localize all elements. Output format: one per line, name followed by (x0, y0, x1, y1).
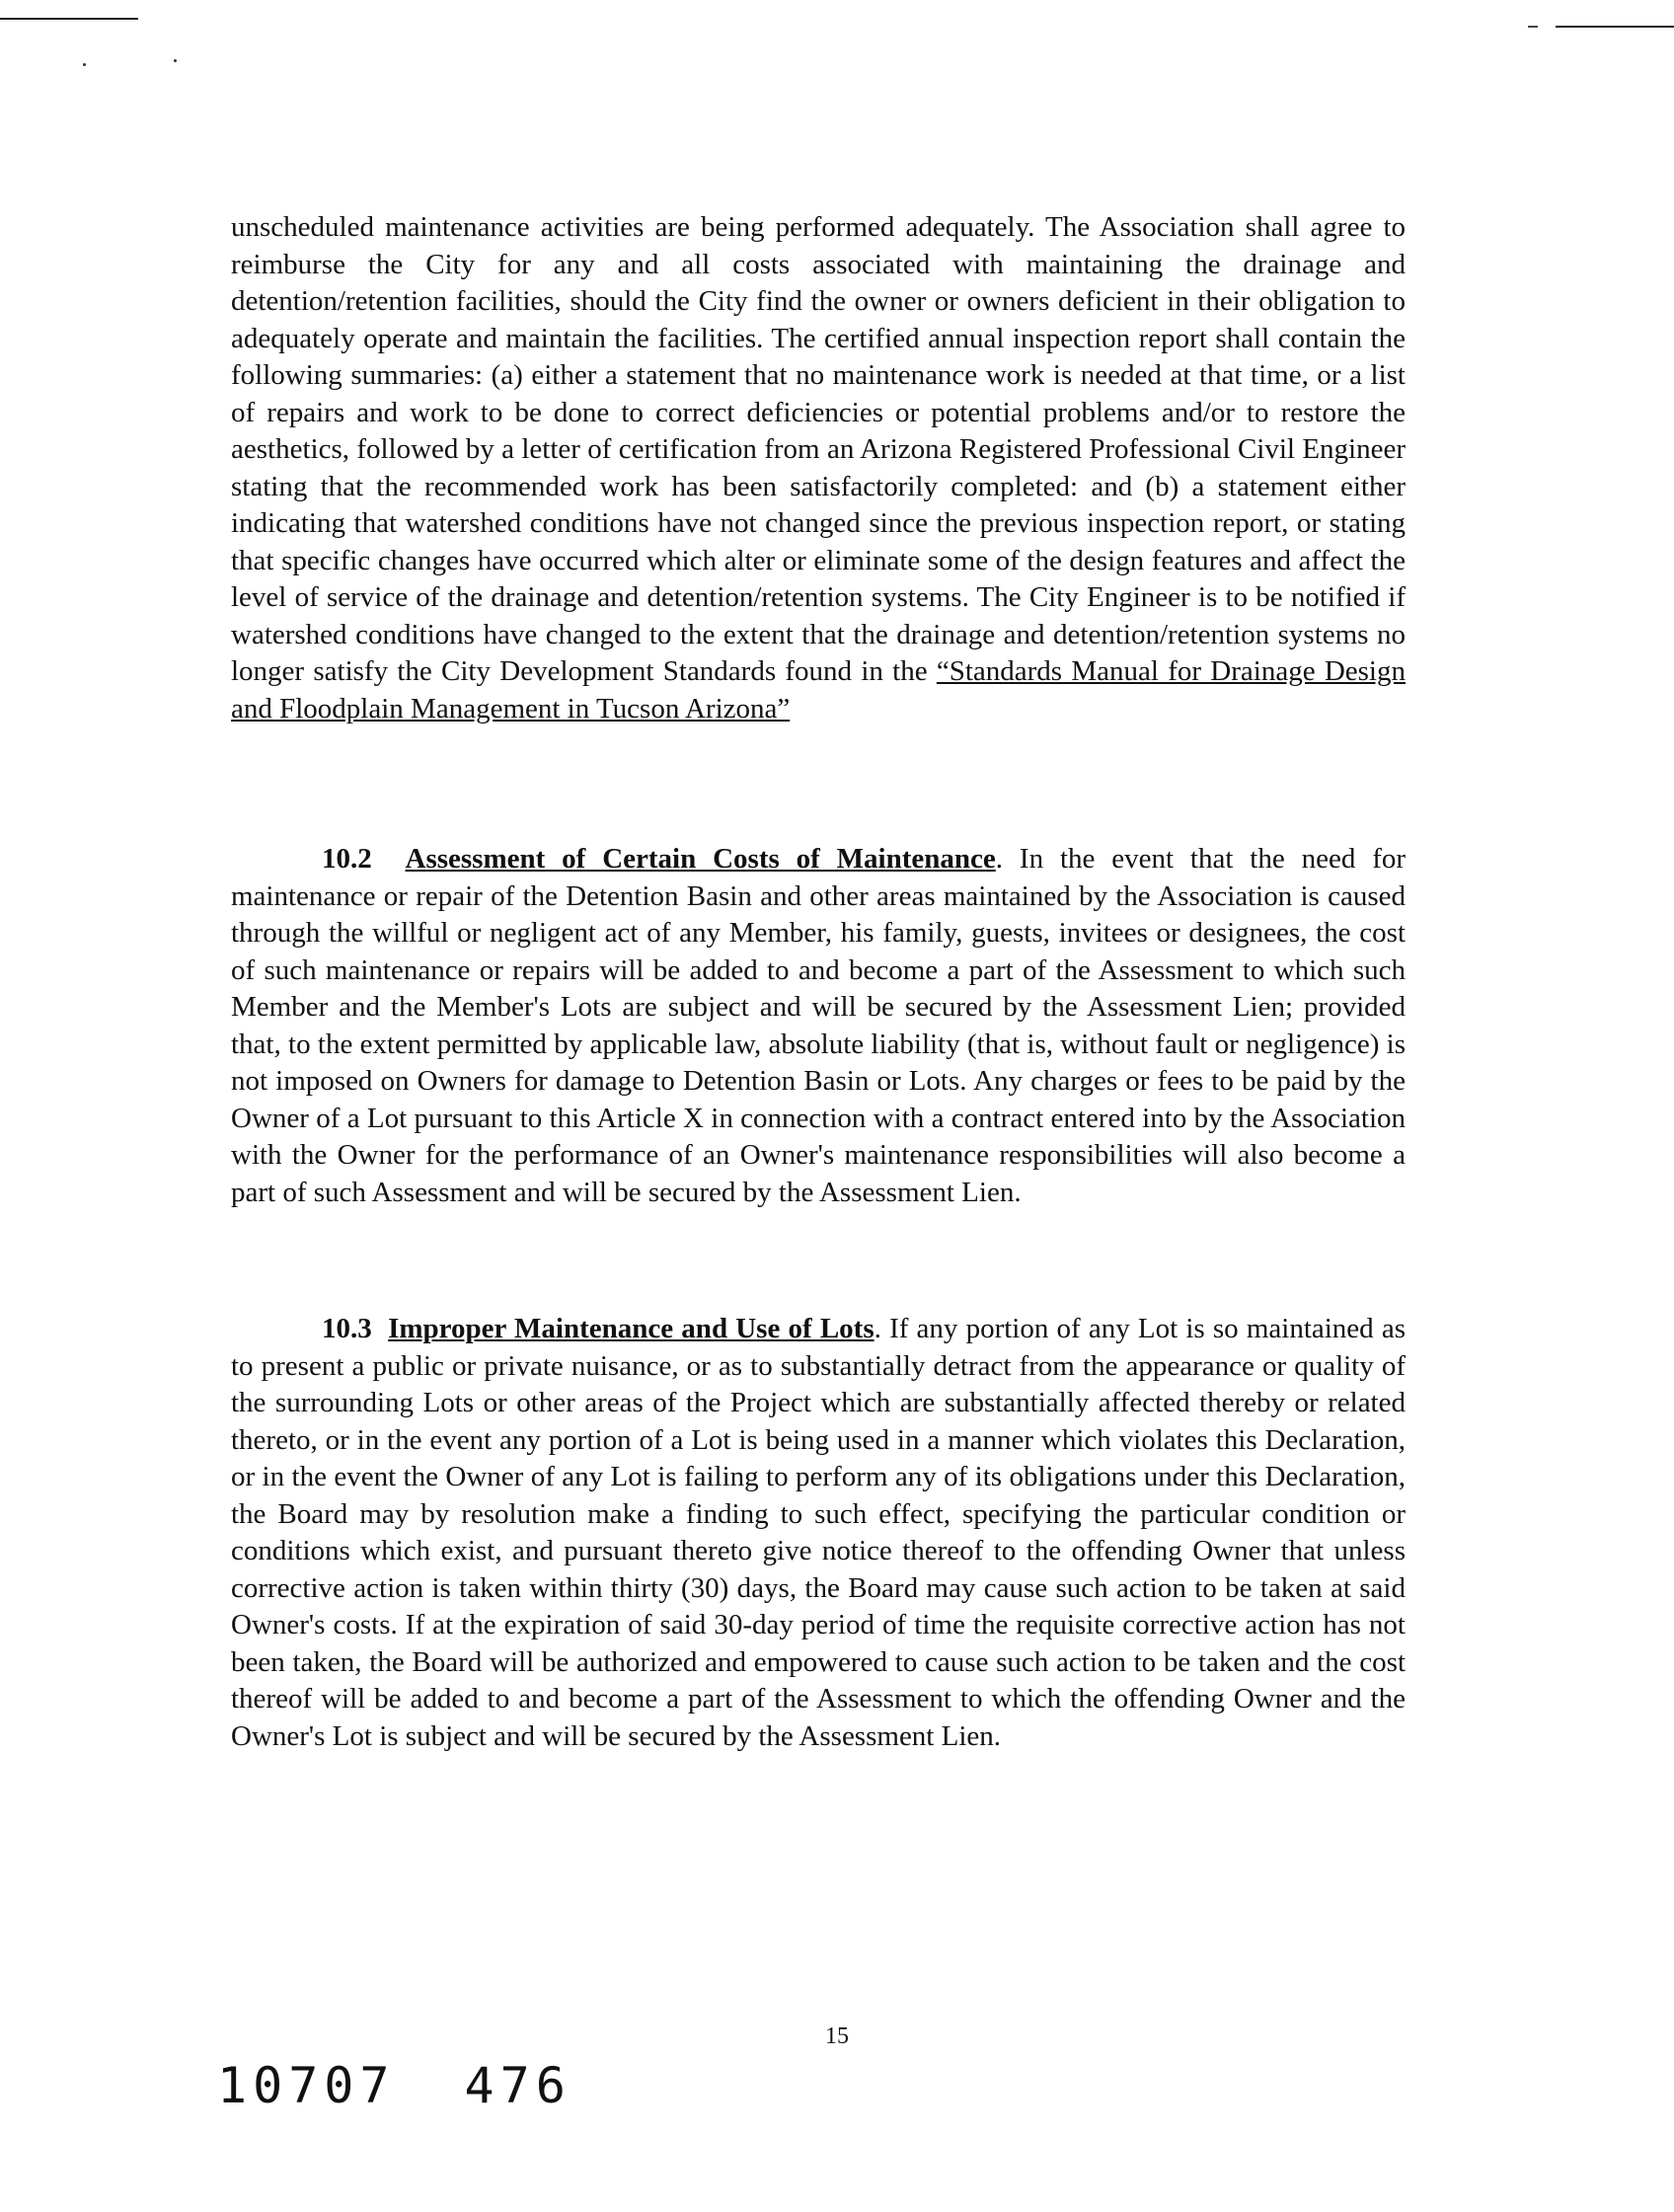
section-number: 10.3 (322, 1313, 372, 1344)
continued-paragraph (231, 209, 1406, 727)
section-title: Improper Maintenance and Use of Lots (388, 1313, 875, 1344)
scan-speck (174, 59, 177, 62)
standards-manual-reference: “Standards Manual for Drainage Design and Floodplain Management in Tucson Arizona” (231, 655, 1406, 725)
section-paragraph (231, 1311, 1406, 1755)
page-number: 15 (825, 2023, 849, 2049)
section-paragraph (231, 841, 1406, 1211)
paragraph-body: unscheduled maintenance activities are being performed adequately. The Association shall agree to reimburse the City for any and all costs associated with maintaining the drainage and detention/retention facilities, should the City find the owner or owners deficient in their obligation to adequately operate and maintain the facilities. The certified annual inspection report shall contain the following summaries: (a) either a statement that no maintenance work is needed at that time, or a list of repairs and work to be done to correct deficiencies or potential problems and/or to restore the aesthetics, followed by a letter of certification from an Arizona Registered Professional Civil Engineer stating that the recommended work has been satisfactorily completed: and (b) a statement either indicating that watershed conditions have not changed since the previous inspection report, or stating that specific changes have occurred which alter or eliminate some of the design features and affect the level of service of the drainage and detention/retention systems. The City Engineer is to be notified if watershed conditions have changed to the extent that the drainage and detention/retention systems no longer satisfy the City Development Standards found in the (231, 211, 1406, 687)
recording-stamp (217, 2057, 641, 2114)
docket-number: 10707 (217, 2057, 396, 2114)
section-title: Assessment of Certain Costs of Maintenance (405, 843, 996, 875)
section-10-2 (231, 841, 1406, 1211)
paragraph-text (231, 209, 1406, 727)
scan-speck (83, 63, 86, 66)
section-body: . If any portion of any Lot is so maintained as to present a public or private nuisance, or as to substantially detract from the appearance or quality of the surrounding Lots or other areas of the Project which are substantially affected thereby or related thereto, or in the event any portion of a Lot is being used in a manner which violates this Declaration, or in the event the Owner of any Lot is failing to perform any of its obligations under this Declaration, the Board may by resolution make a finding to such effect, specifying the particular condition or conditions which exist, and pursuant thereto give notice thereof to the offending Owner that unless corrective action is taken within thirty (30) days, the Board may cause such action to be taken at said Owner's costs. If at the expiration of said 30-day period of time the requisite corrective action has not been taken, the Board will be authorized and empowered to cause such action to be taken and the cost thereof will be added to and become a part of the Assessment to which the offending Owner and the Owner's Lot is subject and will be secured by the Assessment Lien. (231, 1313, 1407, 1752)
scan-edge-line-left (0, 18, 138, 20)
scan-edge-line-right (1556, 26, 1674, 28)
section-body: . In the event that the need for maintenance or repair of the Detention Basin and other areas maintained by the Association is caused through the willful or negligent act of any Member, his family, guests, invitees or designees, the cost of such maintenance or repairs will be added to and become a part of the Assessment to which such Member and the Member's Lots are subject and will be secured by the Assessment Lien; provided that, to the extent permitted by applicable law, absolute liability (that is, without fault or negligence) is not imposed on Owners for damage to Detention Basin or Lots. Any charges or fees to be paid by the Owner of a Lot pursuant to this Article X in connection with a contract entered into by the Association with the Owner for the performance of an Owner's maintenance responsibilities will also become a part of such Assessment and will be secured by the Assessment Lien. (231, 843, 1407, 1208)
docket-page: 476 (464, 2057, 571, 2114)
section-10-3 (231, 1311, 1406, 1755)
section-number: 10.2 (322, 843, 372, 875)
scan-edge-dash-right (1528, 26, 1538, 28)
